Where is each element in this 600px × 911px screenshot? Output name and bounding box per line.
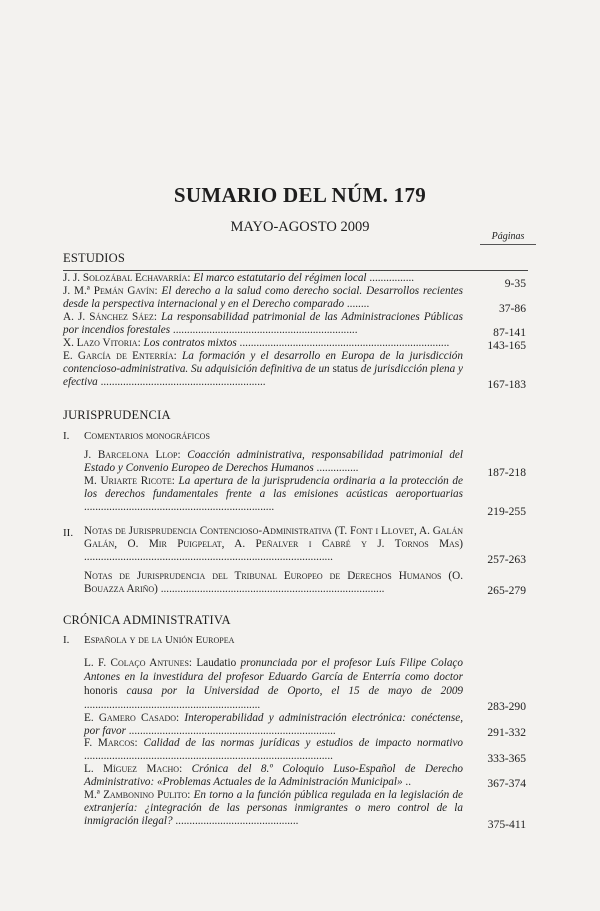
toc-entry[interactable]: M. Uriarte Ricote: La apertura de la jurisprudencia ordinaria a la protección de los derechos fundamentales frente a las emisiones acústicas aeroportuarias ....................................................................	[84, 475, 463, 514]
entry-pages: 143-165	[487, 339, 526, 352]
entry-author: J. M.ª Pemán Gavín:	[63, 285, 158, 297]
toc-entry[interactable]: J. M.ª Pemán Gavín: El derecho a la salud como derecho social. Desarrollos recientes desde la perspectiva internacional y en el Derecho comparado ........	[63, 285, 463, 311]
entry-title: pronunciada por el profesor Luís Filipe Colaço Antones en la investidura del profesor Eduardo García de Enterría como doctor	[84, 657, 463, 683]
subsection-heading: Notas de Jurisprudencia Contencioso-Administrativa	[84, 525, 332, 537]
entry-pages: 291-332	[487, 726, 526, 739]
entry-author: J. J. Solozábal Echavarría:	[63, 272, 191, 284]
toc-entry[interactable]: F. Marcos: Calidad de las normas jurídicas y estudios de impacto normativo .........................................................................................	[84, 737, 464, 763]
entry-pages: 367-374	[487, 777, 526, 790]
entry-plain-word: status	[332, 363, 358, 376]
entry-title-continued: causa por la Universidad de Oporto, el 15 de mayo de 2009	[126, 685, 464, 697]
issue-date: MAYO-AGOSTO 2009	[230, 219, 370, 235]
entry-pages: 219-255	[487, 505, 526, 518]
entry-title-continued: de jurisdicción plena y efectiva	[63, 363, 464, 389]
toc-entry[interactable]: X. Lazo Vitoria: Los contratos mixtos ...........................................................................	[63, 337, 450, 349]
entry-authors: (T. Font i Llovet, A. Galán Galán, O. Mir Puigpelat, A. Peñalver i Cabré y J. Tornos Mas)	[84, 525, 463, 551]
subsection-number: I.	[63, 430, 70, 442]
entry-author: J. Barcelona Llop:	[84, 449, 181, 461]
entry-pages: 375-411	[487, 818, 526, 831]
toc-entry[interactable]: E. García de Enterría: La formación y el desarrollo en Europa de la jurisdicción contencioso-administrativa. Su adquisición definitiva de un status de jurisdicción plena y efectiva ...........................................................	[63, 350, 464, 389]
entry-author: X. Lazo Vitoria:	[63, 337, 141, 349]
toc-entry[interactable]: J. J. Solozábal Echavarría: El marco estatutario del régimen local ................	[63, 272, 415, 284]
entry-title: La apertura de la jurisprudencia ordinaria a la protección de los derechos fundamentales frente a las emisiones acústicas aeroportuarias	[84, 475, 463, 501]
toc-entry[interactable]: L. Míguez Macho: Crónica del 8.º Coloquio Luso-Español de Derecho Administrativo: «Problemas Actuales de la Administración Municipal» ..	[84, 763, 464, 789]
entry-author: F. Marcos:	[84, 737, 138, 749]
toc-entry[interactable]: Notas de Jurisprudencia del Tribunal Europeo de Derechos Humanos (O. Bouazza Ariño) ................................................................................	[84, 570, 464, 596]
entry-author: L. F. Colaço Antunes:	[84, 657, 193, 669]
entry-pages: 333-365	[487, 752, 526, 765]
entry-author: E. Gamero Casado:	[84, 712, 180, 724]
entry-pages: 167-183	[487, 378, 526, 391]
entry-pages: 87-141	[493, 326, 526, 339]
entry-pages: 265-279	[487, 584, 526, 597]
entry-title: Calidad de las normas jurídicas y estudios de impacto normativo	[143, 737, 464, 749]
toc-entry[interactable]: J. Barcelona Llop: Coacción administrativa, responsabilidad patrimonial del Estado y Convenio Europeo de Derechos Humanos ...............	[84, 449, 464, 475]
entry-author: M. Uriarte Ricote:	[84, 475, 175, 487]
subsection-heading: Española y de la Unión Europea	[84, 634, 235, 646]
entry-title: La responsabilidad patrimonial de las Administraciones Públicas por incendios forestales	[63, 311, 463, 337]
toc-entry[interactable]: L. F. Colaço Antunes: Laudatio pronunciada por el profesor Luís Filipe Colaço Antones en la investidura del profesor Eduardo García de Enterría como doctor honoris causa por la Universidad de Oporto, el 15 de mayo de 2009 ...............................................................	[84, 657, 464, 711]
entry-title: El derecho a la salud como derecho social. Desarrollos recientes desde la perspectiva internacional y en el Derecho comparado	[63, 285, 463, 311]
toc-entry[interactable]: Notas de Jurisprudencia Contencioso-Administrativa (T. Font i Llovet, A. Galán Galán, O. Mir Puigpelat, A. Peñalver i Cabré y J. Tornos Mas) .........................................................................................	[84, 525, 463, 564]
entry-title: Crónica del 8.º Coloquio Luso-Español de Derecho Administrativo: «Problemas Actuales de la Administración Municipal»	[84, 763, 464, 789]
entry-title: En torno a la función pública regulada en la legislación de extranjería: ¿integración de las personas inmigrantes o mero control de la inmigración ilegal?	[84, 789, 464, 828]
page-title: SUMARIO DEL NÚM. 179	[173, 183, 427, 207]
toc-entry[interactable]: E. Gamero Casado: Interoperabilidad y administración electrónica: conéctense, por favor ..........................................................................	[84, 712, 464, 738]
entry-plain-word: honoris	[84, 685, 118, 697]
entry-author: L. Míguez Macho:	[84, 763, 183, 775]
entry-title: Interoperabilidad y administración electrónica: conéctense, por favor	[84, 712, 464, 738]
entry-authors: (O. Bouazza Ariño)	[84, 570, 464, 596]
toc-entry[interactable]: A. J. Sánchez Sáez: La responsabilidad patrimonial de las Administraciones Públicas por incendios forestales ..................................................................	[63, 311, 463, 337]
pages-column-label: Páginas	[480, 231, 536, 245]
entry-pages: 283-290	[487, 700, 526, 713]
entry-pages: 187-218	[487, 466, 526, 479]
toc-entry[interactable]: M.ª Zambonino Pulito: En torno a la función pública regulada en la legislación de extranjería: ¿integración de las personas inmigrantes o mero control de la inmigración ilegal? ............................................	[84, 789, 464, 828]
entry-author: E. García de Enterría:	[63, 350, 177, 362]
entry-title: Notas de Jurisprudencia del Tribunal Europeo de Derechos Humanos	[84, 570, 442, 582]
entry-title: El marco estatutario del régimen local	[193, 272, 367, 284]
entry-pages: 37-86	[498, 302, 526, 315]
subsection-number: II.	[63, 527, 74, 539]
section-heading-jurisprudencia: JURISPRUDENCIA	[63, 408, 171, 422]
entry-pages: 257-263	[487, 553, 526, 566]
entry-pages: 9-35	[504, 277, 526, 290]
entry-title: Los contratos mixtos	[143, 337, 237, 349]
subsection-number: I.	[63, 634, 70, 646]
entry-title: La formación y el desarrollo en Europa de la jurisdicción contencioso-administrativa. Su adquisición definitiva de un	[63, 350, 463, 376]
section-heading-cronica: CRÓNICA ADMINISTRATIVA	[63, 613, 231, 627]
section-heading-estudios: ESTUDIOS	[63, 251, 126, 265]
entry-title: Coacción administrativa, responsabilidad patrimonial del Estado y Convenio Europeo de Derechos Humanos	[84, 449, 464, 475]
section-rule	[63, 270, 528, 271]
subsection-heading: Comentarios monográficos	[84, 430, 210, 442]
entry-author: A. J. Sánchez Sáez:	[63, 311, 157, 323]
entry-author: M.ª Zambonino Pulito:	[84, 789, 191, 801]
entry-plain-word: Laudatio	[196, 657, 237, 669]
